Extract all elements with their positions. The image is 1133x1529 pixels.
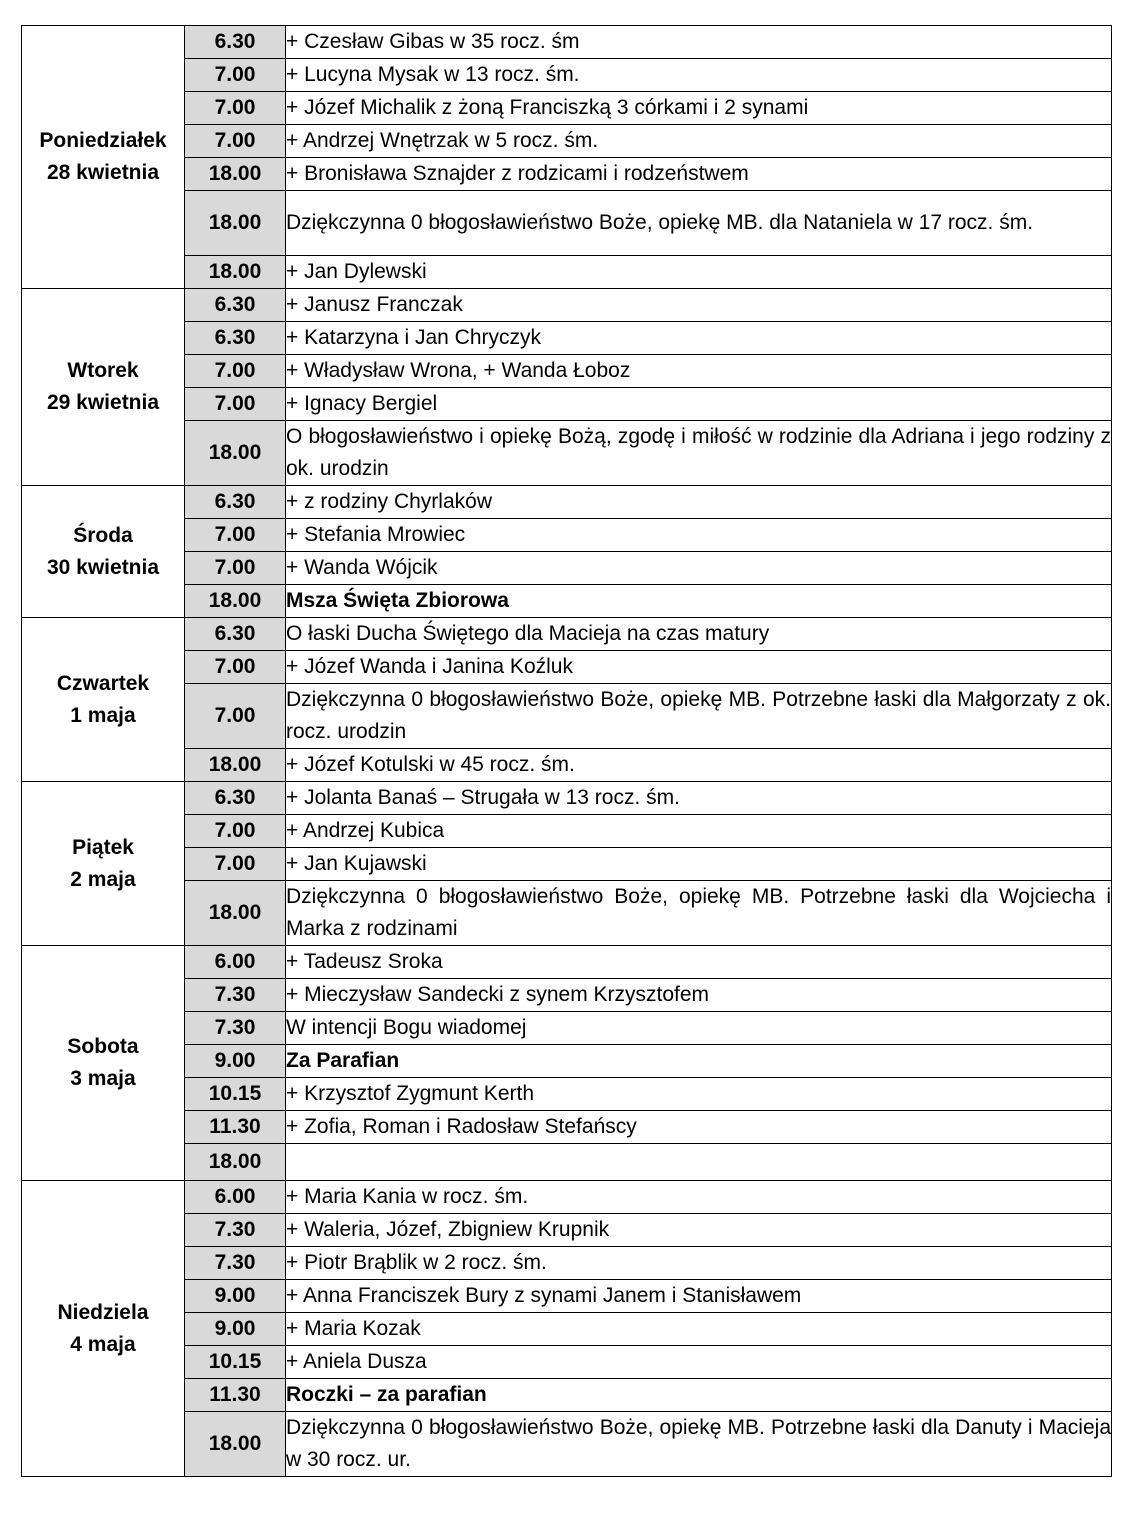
day-name: Wtorek [67,359,139,382]
mass-time: 7.00 [185,519,286,552]
day-name: Środa [73,523,133,547]
mass-intention [286,1144,1112,1181]
day-cell [22,486,185,618]
table-row [22,1045,1112,1078]
mass-intention: + Janusz Franczak [286,289,1112,322]
table-row [22,322,1112,355]
mass-intention: + Józef Michalik z żoną Franciszką 3 córkami i 2 synami [286,92,1112,125]
table-row [22,979,1112,1012]
table-row [22,815,1112,848]
mass-time: 6.30 [185,486,286,519]
mass-intention: + Czesław Gibas w 35 rocz. śm [286,26,1112,59]
day-name: Piątek [72,835,134,859]
table-row [22,158,1112,191]
mass-time: 6.30 [185,322,286,355]
table-row [22,1181,1112,1214]
mass-intention: Za Parafian [286,1045,1112,1078]
table-row [22,651,1112,684]
table-row [22,1247,1112,1280]
table-row [22,881,1112,946]
mass-time: 11.30 [185,1111,286,1144]
table-row [22,782,1112,815]
mass-intention: + Katarzyna i Jan Chryczyk [286,322,1112,355]
mass-intention: + Ignacy Bergiel [286,388,1112,421]
table-row [22,191,1112,256]
table-row [22,388,1112,421]
table-row [22,552,1112,585]
mass-intention: + Piotr Brąblik w 2 rocz. śm. [286,1247,1112,1280]
mass-time: 7.00 [185,92,286,125]
schedule-body [22,26,1112,1477]
mass-intention: + Andrzej Kubica [286,815,1112,848]
mass-time: 6.30 [185,289,286,322]
mass-time: 7.00 [185,388,286,421]
mass-intention: + Krzysztof Zygmunt Kerth [286,1078,1112,1111]
table-row [22,1346,1112,1379]
table-row [22,1412,1112,1477]
mass-intention: + Józef Wanda i Janina Koźluk [286,651,1112,684]
mass-intention: + Maria Kozak [286,1313,1112,1346]
day-date: 30 kwietnia [46,555,160,579]
mass-time: 7.00 [185,815,286,848]
mass-time: 7.00 [185,552,286,585]
day-name: Sobota [67,1035,139,1058]
mass-time: 6.30 [185,782,286,815]
mass-intention: + Lucyna Mysak w 13 rocz. śm. [286,59,1112,92]
table-row [22,1012,1112,1045]
table-row [22,1144,1112,1181]
mass-time: 18.00 [185,1412,286,1477]
day-name: Poniedziałek [39,129,167,152]
mass-time: 11.30 [185,1379,286,1412]
mass-time: 6.30 [185,618,286,651]
table-row [22,26,1112,59]
mass-time: 6.30 [185,26,286,59]
table-row [22,256,1112,289]
mass-time: 18.00 [185,191,286,256]
mass-time: 9.00 [185,1045,286,1078]
day-cell [22,289,185,486]
table-row [22,1379,1112,1412]
table-row [22,848,1112,881]
table-row [22,1214,1112,1247]
mass-time: 7.00 [185,125,286,158]
table-row [22,125,1112,158]
mass-time: 7.00 [185,848,286,881]
mass-intention: + Tadeusz Sroka [286,946,1112,979]
table-row [22,1280,1112,1313]
mass-intention: Msza Święta Zbiorowa [286,585,1112,618]
mass-intention: + Zofia, Roman i Radosław Stefańscy [286,1111,1112,1144]
table-row [22,289,1112,322]
mass-time: 18.00 [185,1144,286,1181]
table-row [22,749,1112,782]
mass-time: 9.00 [185,1313,286,1346]
mass-intention: Dziękczynna 0 błogosławieństwo Boże, opiekę MB. dla Nataniela w 17 rocz. śm. [286,191,1112,256]
mass-intention: Dziękczynna 0 błogosławieństwo Boże, opiekę MB. Potrzebne łaski dla Danuty i Macieja w 30 rocz. ur. [286,1412,1112,1477]
mass-time: 7.00 [185,651,286,684]
mass-time: 6.00 [185,946,286,979]
mass-intention: + Mieczysław Sandecki z synem Krzysztofem [286,979,1112,1012]
mass-time: 7.30 [185,979,286,1012]
table-row [22,1078,1112,1111]
day-date: 3 maja [70,1067,136,1090]
mass-time: 18.00 [185,749,286,782]
table-row [22,519,1112,552]
day-cell [22,618,185,782]
mass-intention: + Anna Franciszek Bury z synami Janem i Stanisławem [286,1280,1112,1313]
table-row [22,1111,1112,1144]
mass-intention: + Władysław Wrona, + Wanda Łoboz [286,355,1112,388]
mass-intention: + Waleria, Józef, Zbigniew Krupnik [286,1214,1112,1247]
mass-time: 18.00 [185,158,286,191]
mass-intention: + Wanda Wójcik [286,552,1112,585]
mass-intention: Dziękczynna 0 błogosławieństwo Boże, opiekę MB. Potrzebne łaski dla Wojciecha i Marka z rodzinami [286,881,1112,946]
day-name: Niedziela [57,1300,149,1324]
table-row [22,92,1112,125]
mass-time: 18.00 [185,881,286,946]
table-row [22,421,1112,486]
mass-time: 7.30 [185,1012,286,1045]
mass-intention: + Jolanta Banaś – Strugała w 13 rocz. śm. [286,782,1112,815]
mass-intention: + z rodziny Chyrlaków [286,486,1112,519]
table-row [22,946,1112,979]
mass-time: 18.00 [185,256,286,289]
mass-intention: O łaski Ducha Świętego dla Macieja na czas matury [286,618,1112,651]
mass-time: 7.00 [185,684,286,749]
mass-intention: + Jan Dylewski [286,256,1112,289]
mass-time: 7.30 [185,1247,286,1280]
day-cell [22,1181,185,1477]
day-cell [22,26,185,289]
mass-time: 18.00 [185,421,286,486]
mass-intention: + Jan Kujawski [286,848,1112,881]
day-name: Czwartek [56,671,150,695]
mass-time: 7.30 [185,1214,286,1247]
table-row [22,684,1112,749]
mass-intention: + Andrzej Wnętrzak w 5 rocz. śm. [286,125,1112,158]
mass-time: 7.00 [185,355,286,388]
table-row [22,355,1112,388]
table-row [22,59,1112,92]
mass-intention: O błogosławieństwo i opiekę Bożą, zgodę i miłość w rodzinie dla Adriana i jego rodziny z ok. urodzin [286,421,1112,486]
table-row [22,1313,1112,1346]
day-cell [22,946,185,1181]
mass-schedule-table [21,25,1112,1477]
mass-intention: Dziękczynna 0 błogosławieństwo Boże, opiekę MB. Potrzebne łaski dla Małgorzaty z ok. rocz. urodzin [286,684,1112,749]
day-date: 29 kwietnia [46,391,160,414]
mass-time: 18.00 [185,585,286,618]
mass-time: 9.00 [185,1280,286,1313]
day-date: 4 maja [70,1332,136,1356]
mass-time: 10.15 [185,1078,286,1111]
mass-time: 10.15 [185,1346,286,1379]
mass-intention: + Bronisława Sznajder z rodzicami i rodzeństwem [286,158,1112,191]
day-date: 28 kwietnia [46,161,160,184]
mass-intention: + Aniela Dusza [286,1346,1112,1379]
table-row [22,585,1112,618]
mass-intention: W intencji Bogu wiadomej [286,1012,1112,1045]
day-date: 1 maja [70,703,136,727]
mass-time: 6.00 [185,1181,286,1214]
mass-time: 7.00 [185,59,286,92]
mass-intention: Roczki – za parafian [286,1379,1112,1412]
mass-intention: + Stefania Mrowiec [286,519,1112,552]
table-row [22,486,1112,519]
mass-intention: + Maria Kania w rocz. śm. [286,1181,1112,1214]
mass-intention: + Józef Kotulski w 45 rocz. śm. [286,749,1112,782]
day-date: 2 maja [70,867,136,891]
table-row [22,618,1112,651]
day-cell [22,782,185,946]
